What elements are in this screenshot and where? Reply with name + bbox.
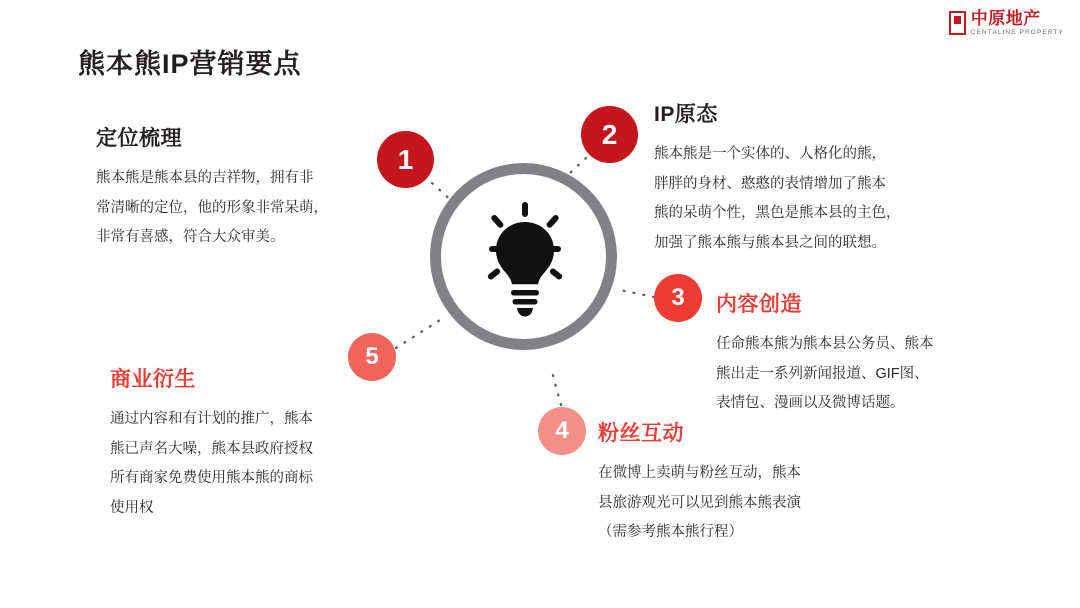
- block-1-line-3: 非常有喜感，符合大众审美。: [96, 229, 285, 246]
- block-4-line-1: 在微博上卖萌与粉丝互动，熊本: [598, 465, 801, 481]
- badge-4: 4: [538, 407, 586, 455]
- block-4-body: [598, 459, 801, 548]
- logo-text: [971, 10, 1064, 37]
- lightbulb-icon: [477, 202, 573, 320]
- block-4-heading: 粉丝互动: [598, 422, 684, 445]
- block-5-line-4: 使用权: [110, 500, 154, 517]
- block-1-line-2: 常清晰的定位，他的形象非常呆萌，: [96, 199, 328, 216]
- block-3-line-2: 熊出走一系列新闻报道、GIF图、: [716, 365, 929, 382]
- centaline-logo-icon: [949, 11, 966, 35]
- block-1-line-1: 熊本熊是熊本县的吉祥物，拥有非: [96, 170, 314, 186]
- block-5-line-3: 所有商家免费使用熊本熊的商标: [110, 470, 313, 487]
- block-3-line-1: 任命熊本熊为熊本县公务员、熊本: [716, 336, 934, 352]
- page-title: 熊本熊IP营销要点: [78, 49, 302, 79]
- block-2-heading: IP原态: [654, 103, 718, 126]
- block-3-line-3: 表情包、漫画以及微博话题。: [716, 395, 905, 412]
- block-4-line-2: 县旅游观光可以见到熊本熊表演: [598, 494, 801, 511]
- block-2-line-3: 熊的呆萌个性，黑色是熊本县的主色，: [654, 205, 901, 222]
- block-3-heading: 内容创造: [716, 293, 802, 316]
- block-5-line-1: 通过内容和有计划的推广，熊本: [110, 411, 313, 427]
- badge-3: 3: [654, 274, 702, 322]
- block-2-line-4: 加强了熊本熊与熊本县之间的联想。: [654, 235, 886, 252]
- content-block-1: [96, 122, 328, 253]
- block-1-body: [96, 164, 328, 253]
- block-3-body: [716, 330, 934, 419]
- block-1-heading: 定位梳理: [96, 127, 182, 150]
- logo-english-name: CENTALINE PROPERTY: [970, 29, 1064, 36]
- brand-logo: [949, 10, 1064, 37]
- block-5-line-2: 熊已声名大噪，熊本县政府授权: [110, 440, 313, 457]
- block-2-line-2: 胖胖的身材、憨憨的表情增加了熊本: [654, 175, 886, 192]
- block-2-body: [654, 140, 901, 259]
- content-block-2: [654, 98, 901, 259]
- block-2-line-1: 熊本熊是一个实体的、人格化的熊，: [654, 146, 886, 162]
- content-block-3: [716, 288, 934, 419]
- badge-2: 2: [581, 106, 638, 163]
- content-block-4: [598, 417, 801, 548]
- block-5-heading: 商业衍生: [110, 368, 196, 391]
- logo-chinese-name: 中原地产: [970, 9, 1041, 28]
- badge-5: 5: [348, 333, 396, 381]
- content-block-5: [110, 363, 313, 524]
- block-5-body: [110, 405, 313, 524]
- badge-1: 1: [377, 131, 434, 188]
- block-4-line-3: （需参考熊本熊行程）: [598, 524, 743, 541]
